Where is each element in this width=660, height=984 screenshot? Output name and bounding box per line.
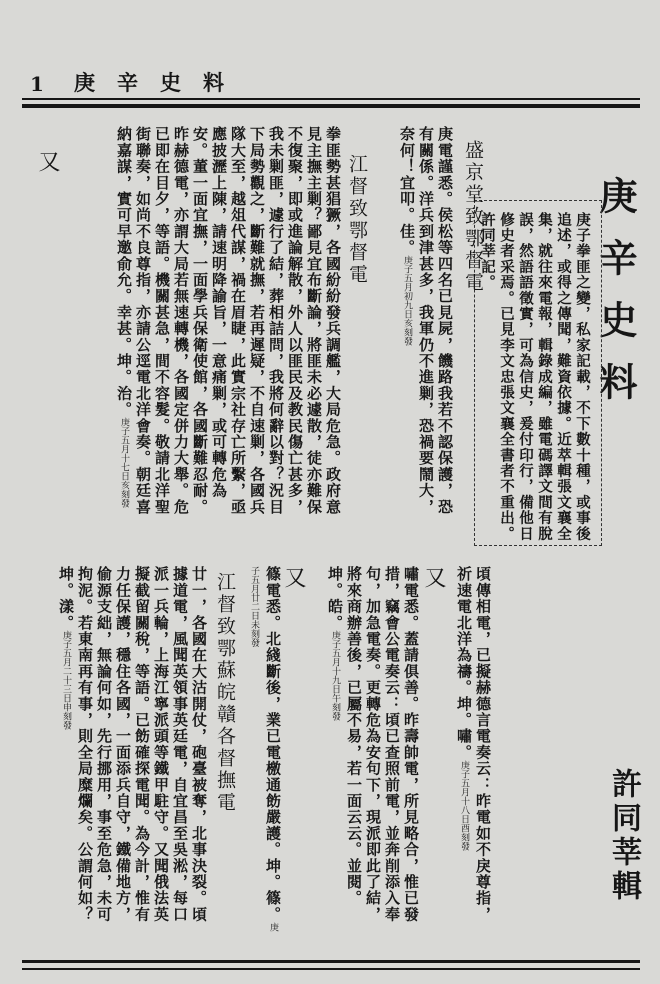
header-rule — [22, 98, 640, 100]
doc-heading: 盛京堂致鄂督電 — [462, 140, 484, 294]
doc-date: 庚子五月二十三日申刻發 — [61, 630, 71, 730]
doc-heading: 江督致鄂督電 — [346, 154, 368, 286]
footer-rule-thin — [22, 968, 640, 970]
doc-text: 廿一，各國在大沽開仗，砲臺被奪，北事決裂。頃據道電，風聞英領事英廷電，自宜昌至吳淞，每口派一兵輪，上海江寧派頭等鐵甲駐守。又聞俄法英擬截留關稅，等語。已飭確探電聞。為今計，惟有力任保護，穩住各國，一面添兵自守，鐵備地方，偷源支絀，無論何如，先行挪用，事至危急，未可拘泥。若東南再有事，則全局糜爛矣。公謂何如？坤。漾。庚子五月二十三日申刻發 — [57, 566, 208, 923]
doc-text: 庚電謹悉。侯松等四名已見屍，饑路我若不認保護，恐有關係。洋兵到津甚多，我軍仍不進剿，恐禍要鬧大，奈何！宜叩。佳。庚子五月初九日亥刻發 — [398, 126, 454, 515]
author: 許同莘輯 — [606, 768, 641, 904]
continued-mark: 又 — [421, 566, 446, 589]
page-number: 1 — [30, 72, 44, 96]
doc-date: 庚子五月十九日午刻發 — [330, 630, 340, 721]
doc-text: 拳匪勢甚猖獗，各國紛紛發兵調艦，大局危急。政府意見主撫主剿？鄙見宜布斷論，將匪未必遽散，徒亦難保不復聚，即或進論解散，外人以匪民及教民傷亡甚多，我未剿匪，遽行了結，葬相詰問，我將何辭以對？況目下局勢觀之，斷難就撫，若再遲疑，不自速剿，各國兵隊大至，越俎代謀，禍在眉睫，此實宗社存亡所繫，亟應披瀝上陳，請速明降諭旨，一意痛剿，或可轉危為安。董一面宜撫，一面學兵保衛使館，各國斷難忍耐。昨赫德電，亦謂大局若無速轉機，各國定併力大舉。危已即在目夕，等語。機關甚急，間不容髮。敬請北洋聖街聯奏，如尚不良尊指，亦請公逕電北洋會奏。朝廷喜納嘉謀，實可早邀俞允。幸甚。坤。治。庚子五月十七日亥刻發 — [115, 126, 342, 515]
doc-heading: 江督致鄂蘇皖贛各督撫電 — [214, 572, 236, 814]
intro-text: 庚子拳匪之變，私家記載，不下數十種，或事後追述，或得之傳聞，難資依據。近萃輯張文襄全集，就往來電報，輯錄成編，雖電碼譯文間有脫誤，然語語徵實，可為信史，爰付印行，備他日修史者采焉。已見李文忠張文襄全書者不重出。許同莘記。 — [479, 212, 591, 542]
doc-date: 庚子五月初九日亥刻發 — [402, 255, 412, 346]
footer-rule — [22, 960, 640, 963]
doc-text: 篠電悉。北綫斷後，業已電檄通飭嚴護。坤。篠。庚子五月廿二日未刻發 — [249, 566, 282, 932]
book-title: 庚辛史料 — [593, 176, 638, 424]
doc-text: 嘯電悉。蓋請俱善。昨壽帥電，所見略合，惟已發措，竊會公電奏云：頃已查照前電，並奔削添入奉句，加急電奏。更轉危為安句下，現派即此了結，將來商辦善後，已屬不易，若一面云云。並閱。坤。皓。庚子五月十九日午刻發 — [326, 566, 420, 923]
doc-date: 庚子五月十八日酉刻發 — [459, 760, 469, 851]
doc-date: 庚子五月廿二日未刻發 — [249, 566, 278, 932]
header-rule-thick — [22, 104, 640, 108]
continued-mark: 又 — [281, 566, 306, 589]
continued-mark: 又 — [35, 150, 60, 173]
running-title: 庚辛史料 — [74, 70, 246, 95]
doc-date: 庚子五月十七日亥刻發 — [119, 417, 129, 508]
doc-text: 頃傳相電，已擬赫德言電奏云：昨電如不戾尊指，祈速電北洋為禱。坤。嘯。庚子五月十八日酉刻發 — [455, 566, 492, 923]
